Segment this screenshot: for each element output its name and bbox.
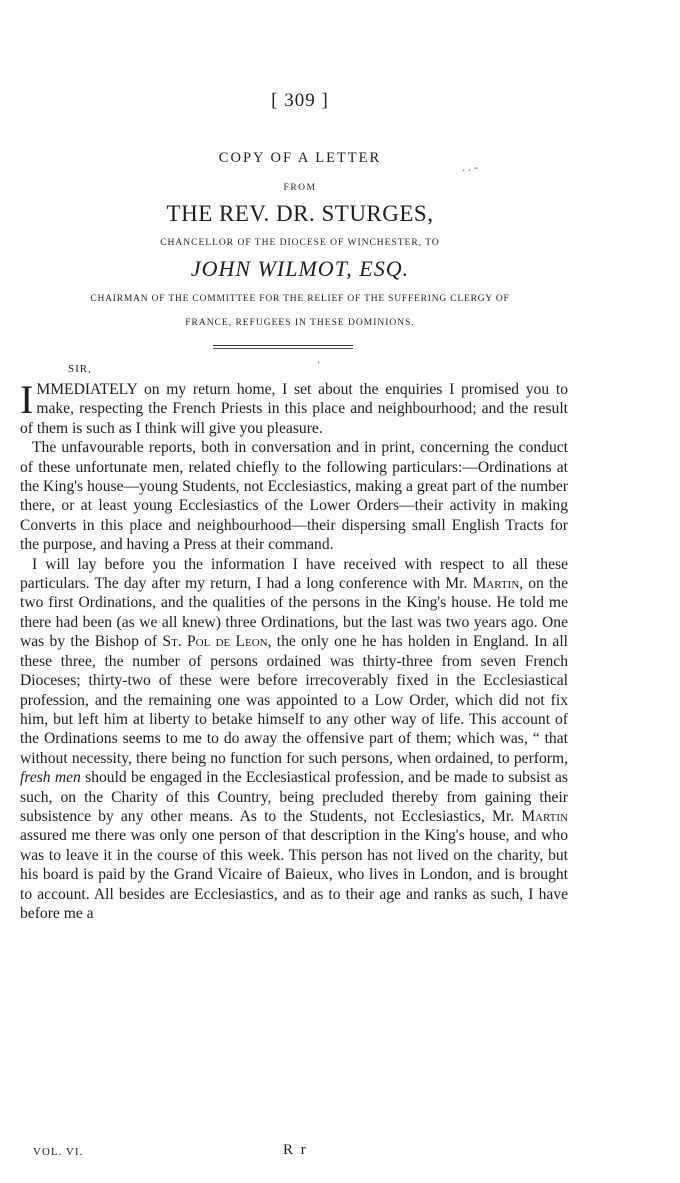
rule-speck: ' [318, 360, 320, 370]
paragraph-3-text-b: , on the two first Ordinations, and the qualities of the persons in the King's house. He told me there had been (as we all knew) three Ordinations, but the last was two years ago. One was by the Bishop of [20, 575, 568, 651]
paragraph-3-text-d: should be engaged in the Ecclesiastical profession, and be made to subsist as such, on the Charity of this Country, being precluded thereby from gaining their subsistence by any other means. As to the Students, not Ecclesiastics, Mr. [20, 769, 568, 825]
volume-label: VOL. VI. [33, 1146, 84, 1158]
paragraph-3-text-a: I will lay before you the information I have received with respect to all these particulars. The day after my return, I had a long conference with Mr. [20, 555, 568, 593]
salutation: SIR, [68, 363, 92, 375]
letter-body [20, 377, 568, 923]
paragraph-1 [20, 377, 568, 438]
paragraph-1-text: MMEDIATELY on my return home, I set about the enquiries I promised you to make, respecting the French Priests in this place and neighbourhood; and the result of them is such as I think will give you pleasure. [20, 381, 568, 437]
italic-fresh-men: fresh men [20, 769, 81, 787]
recipient-role-line-2: FRANCE, REFUGEES IN THESE DOMINIONS. [185, 318, 415, 328]
author-role: CHANCELLOR OF THE DIOCESE OF WINCHESTER, TO [160, 238, 440, 248]
ornamental-rule [213, 345, 353, 349]
ink-speck: . . ‐ [462, 160, 478, 174]
recipient-role-line-1: CHAIRMAN OF THE COMMITTEE FOR THE RELIEF OF THE SUFFERING CLERGY OF [90, 294, 510, 304]
letter-heading: COPY OF A LETTER [218, 150, 382, 166]
paragraph-2: The unfavourable reports, both in conversation and in print, concerning the conduct of these unfortunate men, related chiefly to the following particulars:—Ordinations at the King's house—young Students, not Ecclesiastics, making a great part of the number there, or at least young Ecclesiastics of the Lower Orders—their activity in making Converts in this place and neighbourhood—their dispersing small English Tracts for the purpose, and having a Press at their command. [20, 439, 568, 554]
author-name: THE REV. DR. STURGES, [166, 201, 434, 226]
name-martin: Martin [472, 575, 520, 593]
paragraph-3-text-e: assured me there was only one person of that description in the King's house, and who was to leave it in the course of this week. This person has not lived on the charity, but his board is paid by the Grand Vicaire of Baieux, who lives in London, and is brought to account. All besides are Ecclesiastics, and as to their age and ranks as such, I have before me a [20, 827, 568, 922]
paragraph-3-text-c: , the only one he has holden in England. In all these three, the number of persons ordained was thirty-three from seven French Dioceses; thirty-two of these were before irrecoverably fixed in the Ecclesiastical profession, and the remaining one was appointed to a Low Order, which did not fix him, but left him at liberty to betake himself to any other way of life. This account of the Ordinations seems to me to do away the offensive part of them; which was, “ that without necessity, there being no function for such persons, when ordained, to perform, [20, 633, 568, 767]
name-martin-2: Martin [521, 807, 568, 825]
signature-mark: R r [283, 1142, 308, 1158]
paragraph-3 [20, 555, 568, 924]
page-number: [ 309 ] [271, 90, 329, 111]
from-label: FROM [283, 183, 317, 193]
recipient-name: JOHN WILMOT, ESQ. [190, 256, 410, 281]
drop-cap: I [20, 377, 34, 422]
name-bishop-see: St. Pol de Leon [162, 633, 268, 651]
